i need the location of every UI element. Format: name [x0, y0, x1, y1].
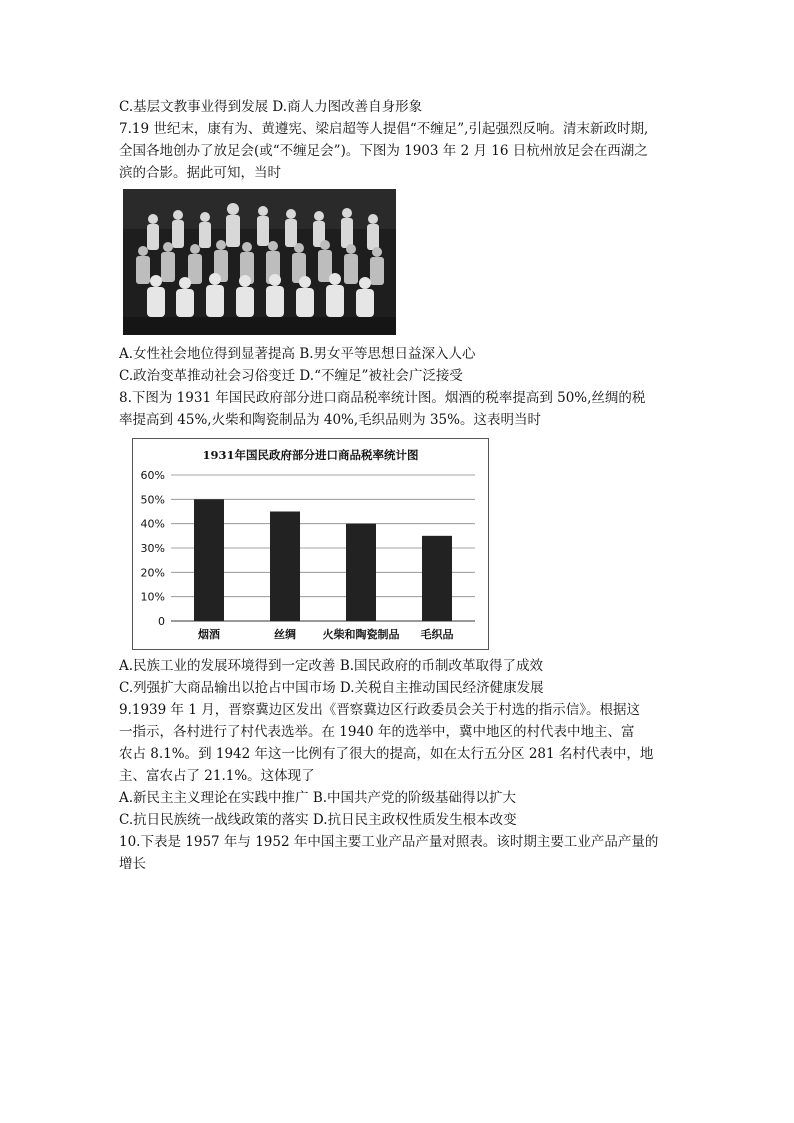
question-7-stem-line-2: 全国各地创办了放足会(或“不缠足会”)。下图为 1903 年 2 月 16 日杭州放足会在西湖之: [119, 143, 648, 159]
question-8-options-cd: C.列强扩大商品输出以抢占中国市场 D.关税自主推动国民经济健康发展: [119, 680, 544, 696]
question-9-options-ab: A.新民主主义理论在实践中推广 B.中国共产党的阶级基础得以扩大: [119, 790, 517, 806]
question-9-stem-line-1: 9.1939 年 1 月，晋察冀边区发出《晋察冀边区行政委员会关于村选的指示信》。根据这: [119, 702, 640, 718]
bar: [194, 499, 224, 621]
question-9-stem-line-3: 农占 8.1%。到 1942 年这一比例有了很大的提高，如在太行五分区 281 名村代表中，地: [119, 746, 654, 762]
question-7-stem-line-1: 7.19 世纪末，康有为、黄遵宪、梁启超等人提倡“不缠足”,引起强烈反响。清末新政时期,: [119, 121, 649, 137]
chart-title: 1931年国民政府部分进口商品税率统计图: [202, 448, 419, 462]
bar: [270, 512, 300, 622]
question-8-stem-line-2: 率提高到 45%,火柴和陶瓷制品为 40%,毛织品则为 35%。这表明当时: [119, 412, 541, 428]
y-tick-label: 20%: [140, 566, 165, 580]
question-10-stem-line-1: 10.下表是 1957 年与 1952 年中国主要工业产品产量对照表。该时期主要工业产品产量的: [119, 834, 659, 850]
group-photo-image: [123, 189, 396, 335]
y-tick-label: 50%: [140, 493, 165, 507]
y-tick-label: 60%: [140, 469, 165, 482]
y-tick-label: 30%: [140, 542, 165, 555]
group-photo-drawing: [123, 189, 396, 335]
x-tick-label: 烟酒: [198, 628, 220, 641]
question-8-stem-line-1: 8.下图为 1931 年国民政府部分进口商品税率统计图。烟酒的税率提高到 50%,丝绸的税: [119, 390, 646, 406]
x-tick-label: 毛织品: [420, 628, 454, 641]
x-tick-label: 丝绸: [274, 628, 296, 641]
question-6-options-cd: C.基层文教事业得到发展 D.商人力图改善自身形象: [119, 99, 423, 115]
question-9-stem-line-4: 主、富农占了 21.1%。这体现了: [119, 768, 315, 784]
question-7-options-ab: A.女性社会地位得到显著提高 B.男女平等思想日益深入人心: [119, 346, 476, 362]
bar: [422, 536, 452, 621]
tariff-bar-chart: [132, 438, 489, 650]
y-tick-label: 40%: [140, 517, 165, 531]
question-7-stem-line-3: 滨的合影。据此可知，当时: [119, 165, 281, 181]
question-9-stem-line-2: 一指示，各村进行了村代表选举。在 1940 年的选举中，冀中地区的村代表中地主、富: [119, 724, 635, 740]
chart-plot-area: [133, 439, 488, 649]
question-7-options-cd: C.政治变革推动社会习俗变迁 D.“不缠足”被社会广泛接受: [119, 368, 463, 384]
question-10-stem-line-2: 增长: [119, 856, 146, 872]
x-tick-label: 火柴和陶瓷制品: [322, 628, 400, 641]
y-tick-label: 10%: [140, 590, 165, 604]
y-tick-label: 0: [158, 615, 165, 628]
bar: [346, 524, 376, 621]
question-8-options-ab: A.民族工业的发展环境得到一定改善 B.国民政府的币制改革取得了成效: [119, 658, 544, 674]
question-9-options-cd: C.抗日民族统一战线政策的落实 D.抗日民主政权性质发生根本改变: [119, 812, 517, 828]
